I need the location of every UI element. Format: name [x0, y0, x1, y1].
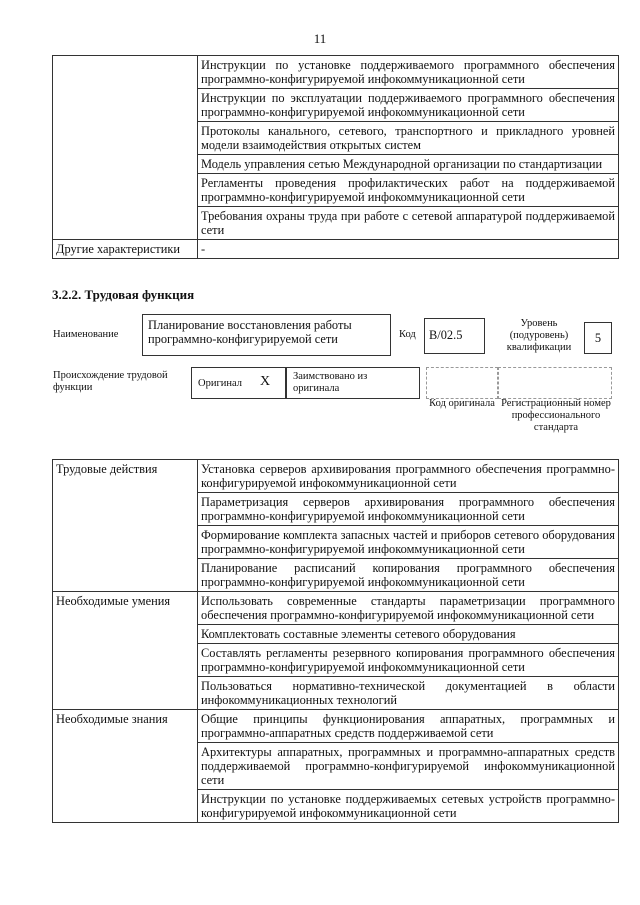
page-number: 11	[313, 31, 327, 46]
reg-number-caption: Регистрационный номер профессионального стандарта	[501, 398, 611, 433]
labor-function-table	[52, 459, 619, 823]
table-row	[53, 240, 619, 259]
table-cell: Архитектуры аппаратных, программных и программно-аппаратных средств поддерживаемой программно-конфигурируемой инфокоммуникационной сети	[198, 743, 619, 790]
required-skills-label: Необходимые умения	[53, 592, 198, 710]
table-cell: Формирование комплекта запасных частей и приборов сетевого оборудования программно-конфигурируемой инфокоммуникационной сети	[198, 526, 619, 559]
table-cell: Инструкции по установке поддерживаемого программного обеспечения программно-конфигурируемой инфокоммуникационной сети	[198, 56, 619, 89]
borrowed-box	[286, 367, 420, 399]
table-cell: Параметризация серверов архивирования программного обеспечения программно-конфигурируемой инфокоммуникационной сети	[198, 493, 619, 526]
table-cell: Установка серверов архивирования программного обеспечения программно-конфигурируемой инфокоммуникационной сети	[198, 460, 619, 493]
original-mark: X	[260, 374, 271, 389]
row-label	[53, 56, 198, 240]
table-row	[53, 592, 619, 625]
table-row	[53, 460, 619, 493]
table-cell: Составлять регламенты резервного копирования программного обеспечения программно-конфигурируемой инфокоммуникационной сети	[198, 644, 619, 677]
table-cell: Комплектовать составные элементы сетевого оборудования	[198, 625, 619, 644]
code-label: Код	[399, 329, 416, 340]
table-cell: Регламенты проведения профилактических работ на поддерживаемой программно-конфигурируемой инфокоммуникационной сети	[198, 174, 619, 207]
table-cell: Использовать современные стандарты параметризации программного обеспечения программно-конфигурируемой инфокоммуникационной сети	[198, 592, 619, 625]
section-heading: 3.2.2. Трудовая функция	[52, 287, 195, 302]
origin-label: Происхождение трудовой функции	[53, 370, 168, 393]
table-cell: Инструкции по установке поддерживаемых сетевых устройств программно-конфигурируемой инфокоммуникационной сети	[198, 790, 619, 823]
qualification-level-label: Уровень (подуровень) квалификации	[506, 318, 572, 353]
table-cell: Требования охраны труда при работе с сетевой аппаратурой поддерживаемой сети	[198, 207, 619, 240]
table-cell: Модель управления сетью Международной организации по стандартизации	[198, 155, 619, 174]
reg-number-box	[498, 367, 612, 399]
other-characteristics-label: Другие характеристики	[53, 240, 198, 259]
table-cell: Планирование расписаний копирования программного обеспечения программно-конфигурируемой инфокоммуникационной сети	[198, 559, 619, 592]
required-knowledge-label: Необходимые знания	[53, 710, 198, 823]
origin-code-box	[426, 367, 498, 399]
knowledge-continuation-table	[52, 55, 619, 259]
table-row	[53, 56, 619, 89]
origin-code-caption: Код оригинала	[429, 398, 495, 409]
original-box	[191, 367, 286, 399]
original-label: Оригинал	[198, 378, 242, 389]
code-value-box: B/02.5	[424, 318, 485, 354]
qualification-level-box: 5	[584, 322, 612, 354]
table-cell: Общие принципы функционирования аппаратных, программных и программно-аппаратных средств поддерживаемой сети	[198, 710, 619, 743]
other-characteristics-value: -	[198, 240, 619, 259]
table-cell: Пользоваться нормативно-технической документацией в области инфокоммуникационных технологий	[198, 677, 619, 710]
table-cell: Инструкции по эксплуатации поддерживаемого программного обеспечения программно-конфигурируемой инфокоммуникационной сети	[198, 89, 619, 122]
name-label: Наименование	[53, 329, 119, 340]
function-name-box: Планирование восстановления работы программно-конфигурируемой сети	[142, 314, 391, 356]
labor-actions-label: Трудовые действия	[53, 460, 198, 592]
table-cell: Протоколы канального, сетевого, транспортного и прикладного уровней модели взаимодействия открытых систем	[198, 122, 619, 155]
table-row	[53, 710, 619, 743]
borrowed-label: Заимствовано из оригинала	[293, 371, 368, 394]
